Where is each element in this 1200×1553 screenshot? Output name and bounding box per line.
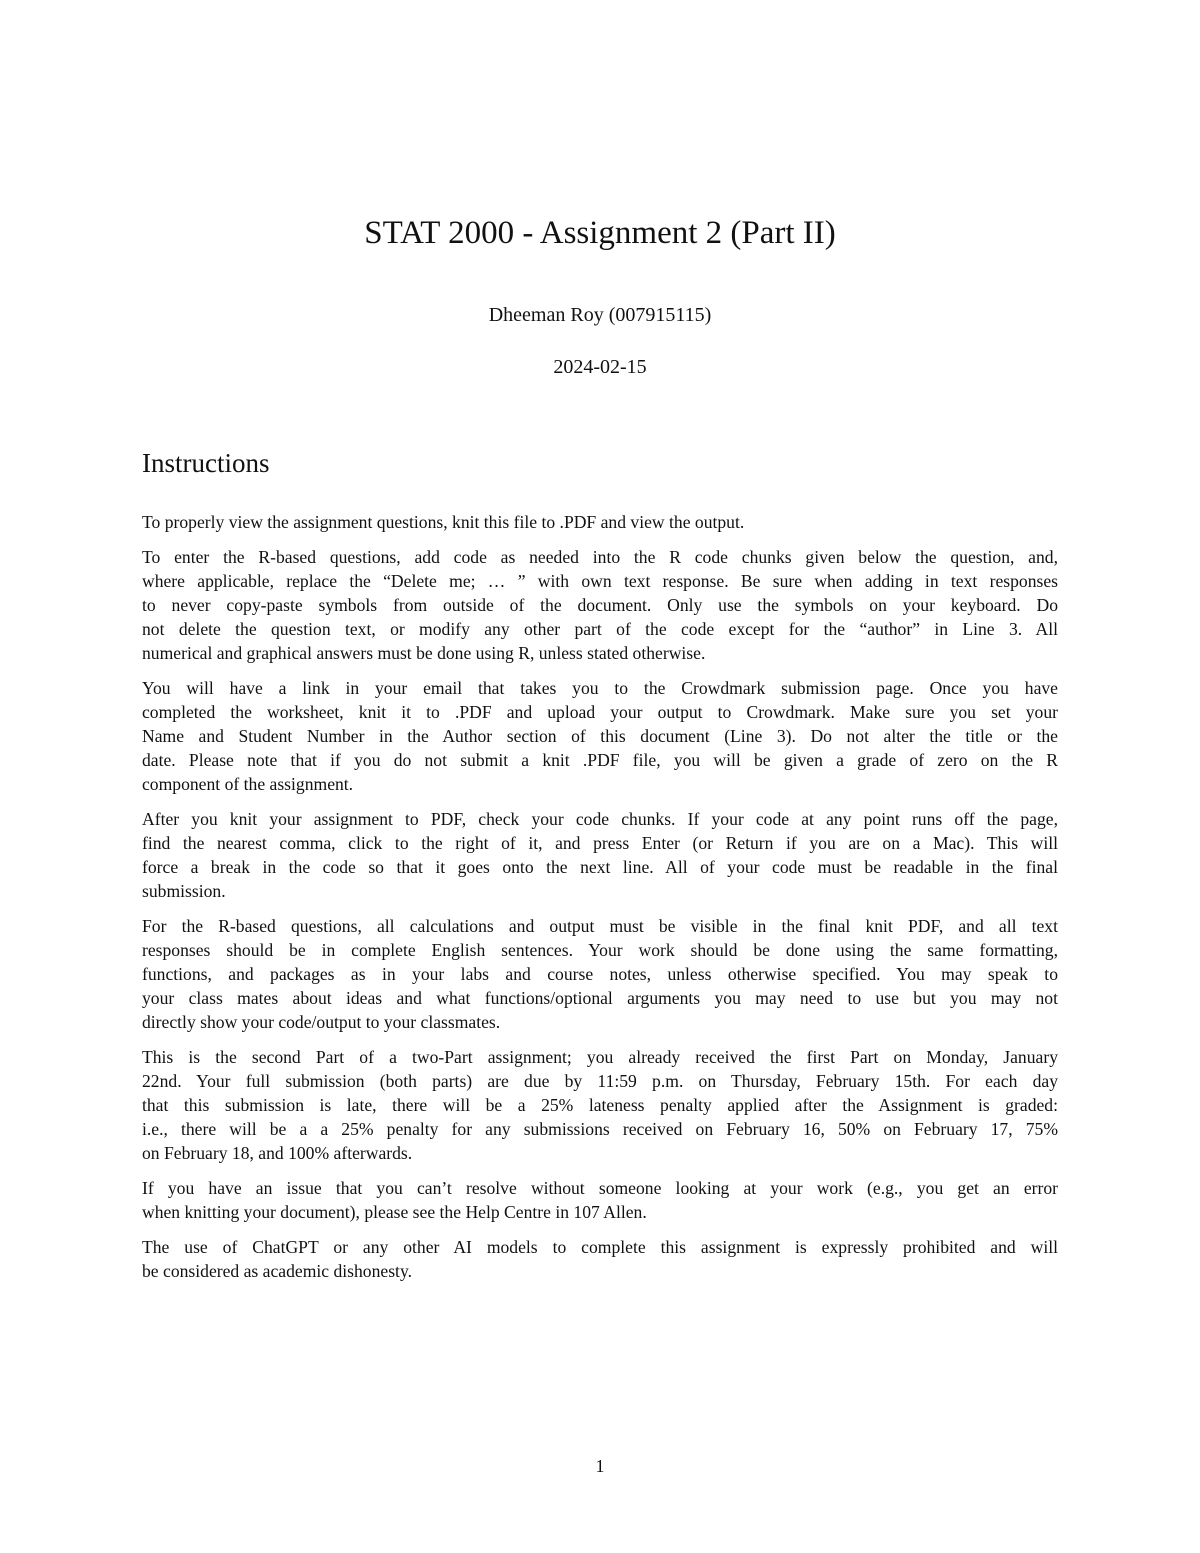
paragraph-line: functions, and packages as in your labs and course notes, unless otherwise specified. You may speak to xyxy=(142,964,1058,984)
paragraph-line: be considered as academic dishonesty. xyxy=(142,1261,412,1281)
paragraph-line: numerical and graphical answers must be done using R, unless stated otherwise. xyxy=(142,643,706,663)
paragraph xyxy=(142,545,1058,665)
paragraph-line: completed the worksheet, knit it to .PDF and upload your output to Crowdmark. Make sure you set your xyxy=(142,702,1058,722)
paragraph xyxy=(142,1045,1058,1165)
paragraph-line: This is the second Part of a two-Part assignment; you already received the first Part on Monday, January xyxy=(142,1047,1058,1067)
paragraph xyxy=(142,914,1058,1034)
paragraph-line: To enter the R-based questions, add code as needed into the R code chunks given below the question, and, xyxy=(142,547,1058,567)
paragraph-line: The use of ChatGPT or any other AI models to complete this assignment is expressly prohibited and will xyxy=(142,1237,1058,1257)
paragraph-line: 22nd. Your full submission (both parts) are due by 11:59 p.m. on Thursday, February 15th. For each day xyxy=(142,1071,1058,1091)
paragraph-line: Name and Student Number in the Author section of this document (Line 3). Do not alter the title or the xyxy=(142,726,1058,746)
paragraph-line: your class mates about ideas and what functions/optional arguments you may need to use but you may not xyxy=(142,988,1058,1008)
paragraph-line: on February 18, and 100% afterwards. xyxy=(142,1143,413,1163)
paragraph xyxy=(142,1176,1058,1224)
paragraph xyxy=(142,676,1058,796)
document-title: STAT 2000 - Assignment 2 (Part II) xyxy=(364,215,836,251)
paragraph-line: when knitting your document), please see the Help Centre in 107 Allen. xyxy=(142,1202,647,1222)
paragraph-line: not delete the question text, or modify any other part of the code except for the “author” in Line 3. All xyxy=(142,619,1058,639)
document-date: 2024-02-15 xyxy=(553,356,647,378)
paragraph-line: i.e., there will be a a 25% penalty for any submissions received on February 16, 50% on February 17, 75% xyxy=(142,1119,1058,1139)
document-author: Dheeman Roy (007915115) xyxy=(488,304,712,326)
paragraph-line: where applicable, replace the “Delete me; … ” with own text response. Be sure when adding in text responses xyxy=(142,571,1058,591)
paragraph-line: component of the assignment. xyxy=(142,774,354,794)
paragraph-line: submission. xyxy=(142,881,226,901)
paragraph-line: After you knit your assignment to PDF, check your code chunks. If your code at any point runs off the page, xyxy=(142,809,1058,829)
paragraph-line: force a break in the code so that it goes onto the next line. All of your code must be readable in the final xyxy=(142,857,1058,877)
paragraph xyxy=(142,510,1058,534)
paragraph-line: date. Please note that if you do not submit a knit .PDF file, you will be given a grade of zero on the R xyxy=(142,750,1058,770)
paragraph-line: If you have an issue that you can’t resolve without someone looking at your work (e.g., you get an error xyxy=(142,1178,1058,1198)
paragraph-line: that this submission is late, there will be a 25% lateness penalty applied after the Assignment is graded: xyxy=(142,1095,1058,1115)
section-heading-instructions: Instructions xyxy=(142,448,270,478)
paragraph-line: to never copy-paste symbols from outside of the document. Only use the symbols on your keyboard. Do xyxy=(142,595,1058,615)
instructions-body xyxy=(142,510,1058,1294)
paragraph xyxy=(142,1235,1058,1283)
paragraph-line: find the nearest comma, click to the right of it, and press Enter (or Return if you are on a Mac). This will xyxy=(142,833,1058,853)
paragraph-line: You will have a link in your email that takes you to the Crowdmark submission page. Once you have xyxy=(142,678,1058,698)
paragraph xyxy=(142,807,1058,903)
paragraph-line: directly show your code/output to your classmates. xyxy=(142,1012,501,1032)
paragraph-line: To properly view the assignment questions, knit this file to .PDF and view the output. xyxy=(142,512,745,532)
page-number: 1 xyxy=(595,1456,605,1476)
paragraph-line: responses should be in complete English sentences. Your work should be done using the same formatting, xyxy=(142,940,1058,960)
paragraph-line: For the R-based questions, all calculations and output must be visible in the final knit PDF, and all text xyxy=(142,916,1058,936)
